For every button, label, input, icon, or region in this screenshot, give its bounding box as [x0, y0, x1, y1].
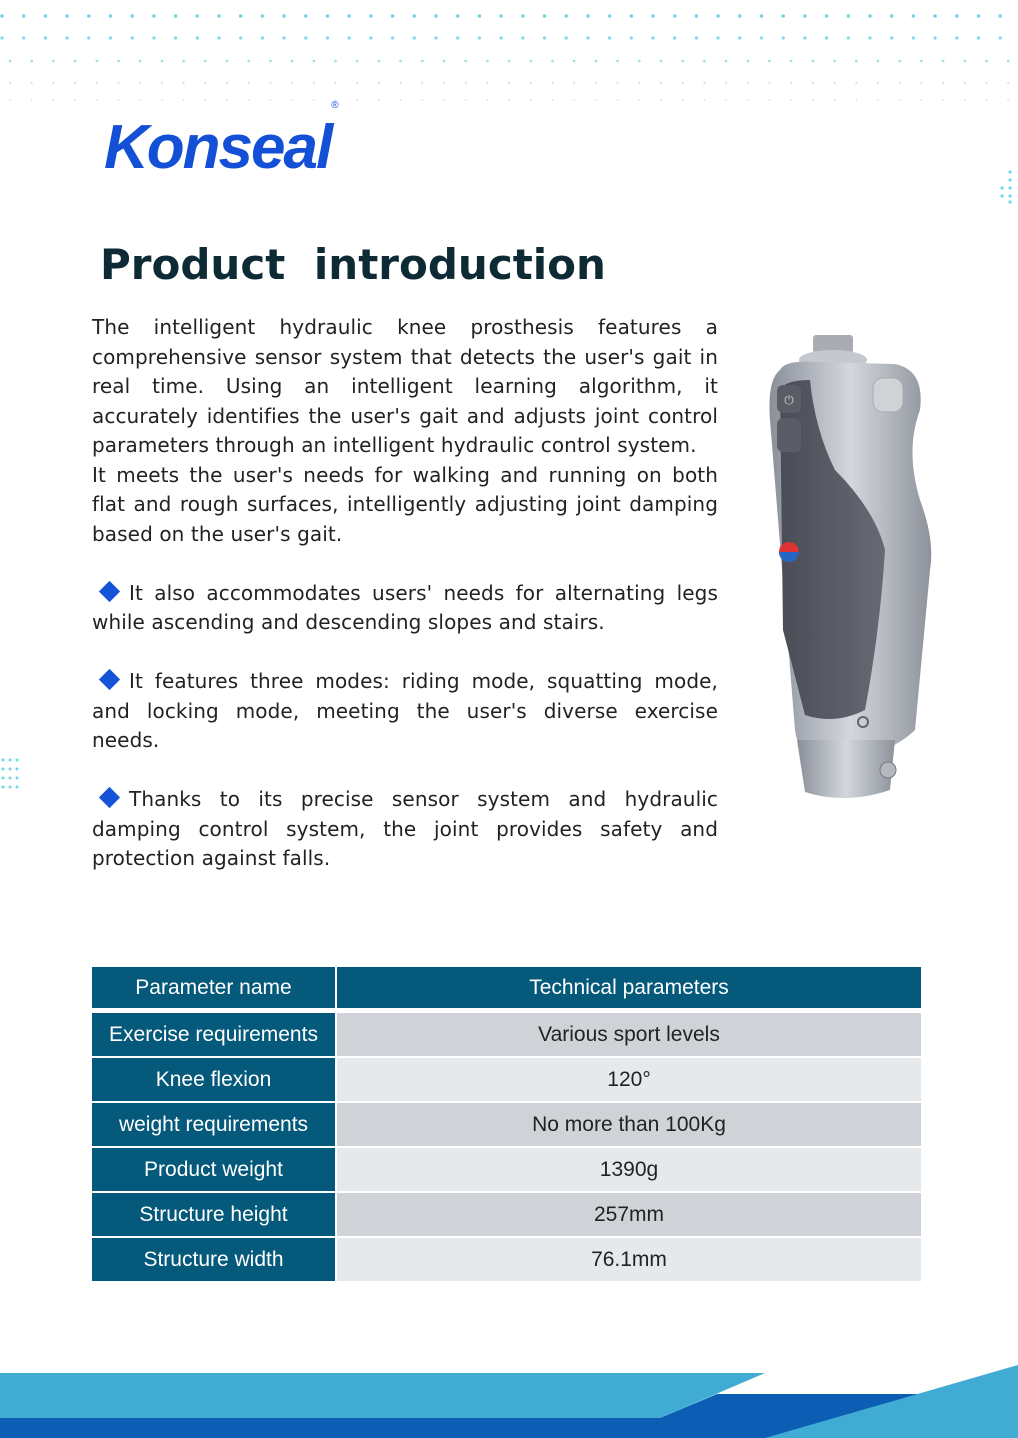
- dot: [769, 82, 771, 84]
- dot: [378, 60, 381, 63]
- dot: [31, 99, 33, 101]
- dot: [291, 60, 294, 63]
- bullet-item: Thanks to its precise sensor system and hydraulic damping control system, the joint provides safety and protection against falls.: [92, 787, 718, 870]
- dot: [16, 768, 19, 771]
- dot: [760, 14, 764, 18]
- dot: [16, 777, 19, 780]
- dot: [921, 99, 923, 101]
- dot: [282, 14, 286, 18]
- dot: [443, 60, 446, 63]
- dot: [651, 14, 655, 18]
- dot: [87, 36, 90, 39]
- dot: [369, 36, 372, 39]
- dot: [651, 36, 654, 39]
- dot: [2, 759, 5, 762]
- parameter-value: No more than 100Kg: [337, 1103, 921, 1146]
- dot: [803, 14, 807, 18]
- dot: [400, 82, 402, 84]
- dot: [9, 759, 12, 762]
- dot: [182, 60, 185, 63]
- table-row: [92, 1013, 921, 1056]
- dot: [551, 60, 554, 63]
- dot: [486, 82, 488, 84]
- dot: [942, 60, 945, 63]
- dot: [986, 99, 988, 101]
- dot: [985, 60, 988, 63]
- dot: [912, 36, 915, 39]
- dot: [617, 99, 619, 101]
- parameter-value: 120°: [337, 1058, 921, 1101]
- dot: [682, 82, 684, 84]
- dot: [270, 99, 272, 101]
- dot: [9, 60, 12, 63]
- dot: [478, 14, 482, 18]
- dot: [335, 82, 337, 84]
- dot: [1008, 194, 1011, 197]
- dot: [434, 36, 437, 39]
- dot: [239, 14, 243, 18]
- dot: [1008, 200, 1011, 203]
- dot: [703, 60, 706, 63]
- dot: [226, 60, 229, 63]
- dot: [595, 82, 597, 84]
- parameter-value: 1390g: [337, 1148, 921, 1191]
- dot: [530, 60, 533, 63]
- dot: [747, 82, 749, 84]
- dot: [9, 82, 11, 84]
- dot: [52, 60, 55, 63]
- dot: [638, 99, 640, 101]
- dot: [617, 82, 619, 84]
- table-header-row: [92, 967, 921, 1011]
- dot: [291, 82, 293, 84]
- dot: [0, 36, 3, 39]
- paragraph: The intelligent hydraulic knee prosthesis features a comprehensive sensor system that detects the user's gait in real time. Using an intelligent learning algorithm, it accurately identifies the user's gait and adjusts joint control parameters through an intelligent hydraulic control system.: [92, 315, 718, 457]
- dot: [261, 36, 264, 39]
- dot: [812, 82, 814, 84]
- dot: [434, 14, 438, 18]
- dot: [248, 82, 250, 84]
- dot: [920, 82, 922, 84]
- dot: [855, 82, 857, 84]
- dot: [378, 99, 380, 101]
- dot: [1007, 82, 1009, 84]
- dot: [313, 99, 315, 101]
- dot: [161, 99, 163, 101]
- dot: [16, 759, 19, 762]
- table-row: [92, 1193, 921, 1236]
- dot: [1008, 170, 1011, 173]
- dot: [530, 99, 532, 101]
- dot: [977, 14, 981, 18]
- dot: [304, 14, 308, 18]
- dot: [421, 99, 423, 101]
- dot: [74, 99, 76, 101]
- table-row: [92, 1058, 921, 1101]
- dot: [196, 36, 199, 39]
- dot: [877, 82, 879, 84]
- dot: [96, 99, 98, 101]
- dot: [725, 99, 727, 101]
- dot: [139, 82, 141, 84]
- parameter-name: Structure width: [92, 1238, 337, 1281]
- dot: [920, 60, 923, 63]
- parameter-value: 76.1mm: [337, 1238, 921, 1281]
- dot: [790, 82, 792, 84]
- product-description: [92, 313, 718, 874]
- dot: [521, 14, 525, 18]
- dot: [109, 14, 113, 18]
- dot: [413, 36, 416, 39]
- dot: [790, 99, 792, 101]
- dot: [899, 99, 901, 101]
- dot: [825, 36, 828, 39]
- dot: [703, 82, 705, 84]
- dot: [868, 14, 872, 18]
- dot: [74, 82, 76, 84]
- dot: [595, 60, 598, 63]
- dot: [239, 36, 242, 39]
- dot: [369, 14, 373, 18]
- dot: [226, 82, 228, 84]
- table-row: [92, 1103, 921, 1146]
- dot: [508, 82, 510, 84]
- dot: [217, 36, 220, 39]
- decorative-dots-left: [0, 756, 24, 796]
- dot: [347, 14, 351, 18]
- dot: [117, 60, 120, 63]
- brand-logo: Konseal®: [104, 100, 339, 182]
- dot: [356, 82, 358, 84]
- dot: [695, 14, 699, 18]
- column-header: Technical parameters: [337, 967, 921, 1011]
- dot: [508, 99, 510, 101]
- dot: [673, 36, 676, 39]
- dot: [196, 14, 200, 18]
- knee-prosthesis-image: [755, 330, 945, 805]
- dot: [421, 60, 424, 63]
- dot: [933, 14, 937, 18]
- dot: [500, 36, 503, 39]
- dot: [812, 99, 814, 101]
- dot: [131, 36, 134, 39]
- dot: [716, 14, 720, 18]
- dot: [782, 36, 785, 39]
- dot: [747, 99, 749, 101]
- dot: [87, 14, 91, 18]
- dot: [890, 14, 894, 18]
- dot: [868, 36, 871, 39]
- dot: [456, 36, 459, 39]
- dot: [781, 14, 785, 18]
- dot: [825, 14, 829, 18]
- dot: [1000, 194, 1003, 197]
- dot: [204, 82, 206, 84]
- dot: [586, 14, 590, 18]
- dot: [464, 60, 467, 63]
- dot: [638, 82, 640, 84]
- dot: [877, 60, 880, 63]
- dot: [443, 82, 445, 84]
- dot: [833, 60, 836, 63]
- dot: [74, 60, 77, 63]
- dot: [204, 60, 207, 63]
- parameter-name: Knee flexion: [92, 1058, 337, 1101]
- dot: [30, 60, 33, 63]
- dot: [681, 60, 684, 63]
- dot: [326, 36, 329, 39]
- dot: [313, 60, 316, 63]
- dot: [217, 14, 221, 18]
- dot: [174, 36, 177, 39]
- dot: [465, 99, 467, 101]
- dot: [999, 36, 1002, 39]
- dot: [152, 14, 156, 18]
- dot: [9, 786, 12, 789]
- dot: [552, 82, 554, 84]
- dot: [487, 99, 489, 101]
- page-title: Product introduction: [100, 240, 606, 289]
- dot: [139, 99, 141, 101]
- dot: [96, 60, 99, 63]
- bullet-item: It features three modes: riding mode, squatting mode, and locking mode, meeting the user's diverse exercise needs.: [92, 669, 718, 752]
- dot: [803, 36, 806, 39]
- dot: [22, 14, 26, 18]
- dot: [478, 36, 481, 39]
- dot: [31, 82, 33, 84]
- dot: [1007, 99, 1009, 101]
- dot: [118, 82, 120, 84]
- parameter-value: 257mm: [337, 1193, 921, 1236]
- dot: [304, 36, 307, 39]
- dot: [118, 99, 120, 101]
- dot: [22, 36, 25, 39]
- dot: [269, 82, 271, 84]
- dot: [608, 36, 611, 39]
- dot: [109, 36, 112, 39]
- dot: [52, 82, 54, 84]
- dot: [934, 36, 937, 39]
- dot: [673, 14, 677, 18]
- dot: [899, 82, 901, 84]
- paragraph: It meets the user's needs for walking and running on both flat and rough surfaces, intelligently adjusting joint damping based on the user's gait.: [92, 462, 718, 546]
- dot: [747, 60, 750, 63]
- dot: [139, 60, 142, 63]
- dot: [152, 36, 155, 39]
- dot: [986, 82, 988, 84]
- dot: [334, 60, 337, 63]
- diamond-bullet-icon: [99, 580, 120, 601]
- parameter-name: weight requirements: [92, 1103, 337, 1146]
- dot: [421, 82, 423, 84]
- dot: [768, 60, 771, 63]
- dot: [564, 14, 568, 18]
- dot: [378, 82, 380, 84]
- dot: [413, 14, 417, 18]
- dot: [161, 82, 163, 84]
- dot: [738, 36, 741, 39]
- dot: [161, 60, 164, 63]
- dot: [586, 36, 589, 39]
- dot: [812, 60, 815, 63]
- dot: [912, 14, 916, 18]
- dot: [890, 36, 893, 39]
- dot: [0, 14, 4, 18]
- dot: [855, 60, 858, 63]
- dot: [174, 14, 178, 18]
- dot: [552, 99, 554, 101]
- dot: [660, 60, 663, 63]
- dot: [521, 36, 524, 39]
- dot: [573, 99, 575, 101]
- dot: [248, 99, 250, 101]
- dot: [964, 82, 966, 84]
- dot: [96, 82, 98, 84]
- dot: [955, 14, 959, 18]
- dot: [660, 82, 662, 84]
- dot: [2, 777, 5, 780]
- dot: [356, 99, 358, 101]
- dot: [291, 99, 293, 101]
- dot: [183, 99, 185, 101]
- dot: [695, 36, 698, 39]
- dot: [964, 99, 966, 101]
- dot: [595, 99, 597, 101]
- dot: [326, 14, 330, 18]
- dot: [790, 60, 793, 63]
- dot: [573, 60, 576, 63]
- parameter-name: Exercise requirements: [92, 1013, 337, 1056]
- dot: [543, 14, 547, 18]
- dot: [499, 14, 503, 18]
- dot: [44, 14, 48, 18]
- dot: [543, 36, 546, 39]
- dot: [9, 99, 11, 101]
- dot: [443, 99, 445, 101]
- dot: [269, 60, 272, 63]
- dot: [400, 99, 402, 101]
- dot: [964, 60, 967, 63]
- dot: [226, 99, 228, 101]
- dot: [565, 36, 568, 39]
- dot: [530, 82, 532, 84]
- parameter-name: Product weight: [92, 1148, 337, 1191]
- dot: [898, 60, 901, 63]
- dot: [66, 36, 69, 39]
- dot: [942, 99, 944, 101]
- dot: [725, 60, 728, 63]
- dot: [638, 60, 641, 63]
- dot: [16, 786, 19, 789]
- dot: [855, 99, 857, 101]
- dot: [725, 82, 727, 84]
- dot: [834, 82, 836, 84]
- dot: [847, 36, 850, 39]
- dot: [456, 14, 460, 18]
- diamond-bullet-icon: [99, 787, 120, 808]
- dot: [998, 14, 1002, 18]
- dot: [44, 36, 47, 39]
- dot: [769, 99, 771, 101]
- dot: [955, 36, 958, 39]
- dot: [616, 60, 619, 63]
- footer-light-band: [0, 1373, 765, 1418]
- dot: [608, 14, 612, 18]
- dot: [65, 14, 69, 18]
- technical-parameters-table: [92, 965, 921, 1283]
- dot: [391, 36, 394, 39]
- svg-text:⏻: ⏻: [784, 393, 794, 407]
- dot: [465, 82, 467, 84]
- parameter-value: Various sport levels: [337, 1013, 921, 1056]
- dot: [717, 36, 720, 39]
- dot: [2, 768, 5, 771]
- dot: [847, 14, 851, 18]
- dot: [1008, 178, 1011, 181]
- diamond-bullet-icon: [99, 669, 120, 690]
- dot: [834, 99, 836, 101]
- dot: [356, 60, 359, 63]
- dot: [53, 99, 55, 101]
- dot: [877, 99, 879, 101]
- dot: [2, 786, 5, 789]
- dot: [682, 99, 684, 101]
- dot: [1008, 186, 1011, 189]
- dot: [9, 768, 12, 771]
- dot: [313, 82, 315, 84]
- table-row: [92, 1148, 921, 1191]
- dot: [630, 14, 634, 18]
- dot: [399, 60, 402, 63]
- footer-decoration: [0, 1360, 1018, 1438]
- bullet-item: It also accommodates users' needs for alternating legs while ascending and descending slopes and stairs.: [92, 580, 718, 634]
- dot: [704, 99, 706, 101]
- dot: [9, 777, 12, 780]
- dot: [738, 14, 742, 18]
- dot: [130, 14, 134, 18]
- dot: [486, 60, 489, 63]
- dot: [204, 99, 206, 101]
- dot: [183, 82, 185, 84]
- dot: [1000, 186, 1003, 189]
- dot: [261, 14, 265, 18]
- dot: [283, 36, 286, 39]
- decorative-dots-right: [998, 168, 1018, 208]
- dot: [348, 36, 351, 39]
- dot: [760, 36, 763, 39]
- column-header: Parameter name: [92, 967, 337, 1011]
- dot: [660, 99, 662, 101]
- table-row: [92, 1238, 921, 1281]
- dot: [942, 82, 944, 84]
- dot: [391, 14, 395, 18]
- dot: [630, 36, 633, 39]
- dot: [508, 60, 511, 63]
- decorative-dot-grid: [0, 0, 1018, 110]
- dot: [1007, 60, 1010, 63]
- dot: [247, 60, 250, 63]
- parameter-name: Structure height: [92, 1193, 337, 1236]
- dot: [573, 82, 575, 84]
- dot: [977, 36, 980, 39]
